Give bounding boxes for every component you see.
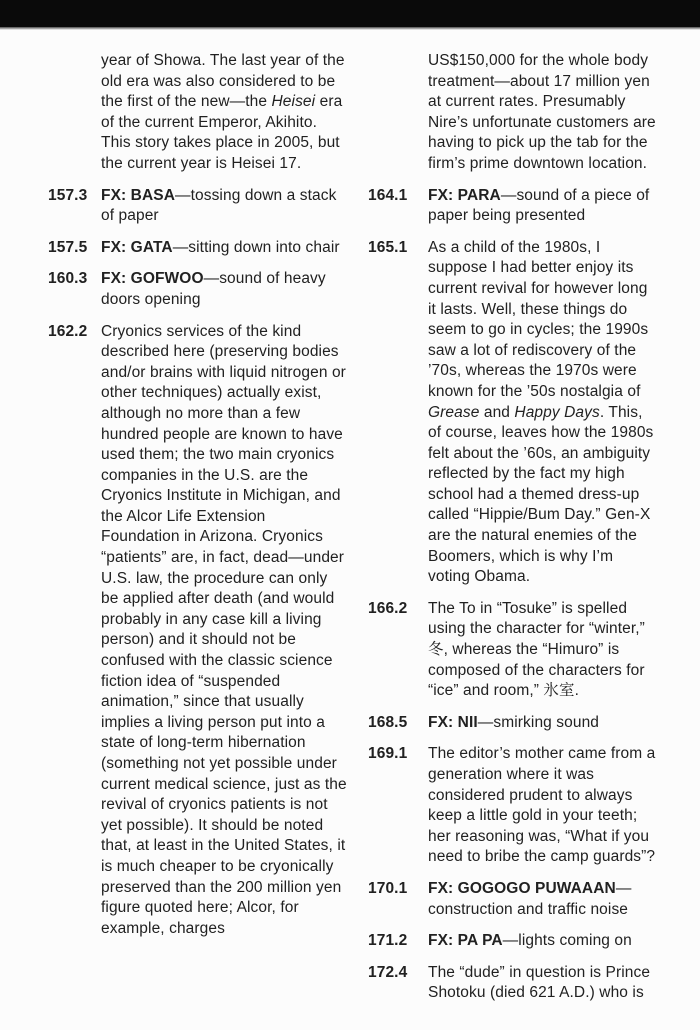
text-segment: FX: GOFWOO [101,270,204,288]
text-segment: —lights coming on [502,932,632,950]
note-text [101,322,347,940]
note-157-5 [48,238,347,259]
note-166-2 [368,599,658,702]
note-text [428,931,658,952]
note-number: 157.3 [48,186,88,204]
note-164-1 [368,186,658,227]
notes-columns [48,51,658,1004]
text-segment: Grease [428,403,480,421]
note-number: 164.1 [368,186,408,204]
text-segment: FX: PARA [428,186,501,204]
text-segment: . This, of course, leaves how the 1980s felt about the ’60s, an ambiguity reflected by the fact my high school had a themed dress-up called “Hippie/Bum Day.” Gen-X are the natural enemies of the Boomers, which is why I’m voting Obama. [428,403,654,586]
text-segment: The “dude” in question is Prince Shotoku (died 621 A.D.) who is [428,963,651,1002]
note-169-1 [368,744,658,868]
text-segment: and [479,403,515,421]
note-number: 166.2 [368,599,408,617]
note-157-3 [48,186,347,227]
text-segment: FX: PA PA [428,932,503,950]
note-number: 172.4 [368,963,408,981]
text-segment: Happy Days [514,403,600,421]
note-168-5 [368,713,658,734]
text-segment: era of the current Emperor, Akihito. This story takes place in 2005, but the current year is Heisei 17. [101,93,343,172]
note-text [428,599,658,702]
note-text [101,51,347,175]
note-text [428,744,658,868]
text-segment: FX: GATA [101,238,173,256]
note-number: 162.2 [48,322,88,340]
note-text [101,186,347,227]
note-number: 160.3 [48,270,88,288]
note-text [428,51,658,175]
note-162-2 [48,322,347,940]
text-segment: —sitting down into chair [172,238,340,256]
text-segment: The editor’s mother came from a generation where it was considered prudent to always keep a little gold in your teeth; her reasoning was, “What if you need to bribe the camp guards”? [428,745,656,866]
text-segment: FX: BASA [101,186,175,204]
note-number: 169.1 [368,745,408,763]
note-text [428,713,658,734]
note-continuation-alcor-fee [368,51,658,175]
note-number: 170.1 [368,879,408,897]
scan-top-bar [0,0,700,27]
text-segment: Cryonics services of the kind described here (preserving bodies and/or brains with liquid nitrogen or other techniques) actually exist, although no more than a few hundred people are known to have used them; the two main cryonics companies in the U.S. are the Cryonics Institute in Michigan, and the Alcor Life Extension Foundation in Arizona. Cryonics “patients” are, in fact, dead—under U.S. law, the procedure can only be applied after death (and would probably in any case kill a living person) and it should not be confused with the classic science fiction idea of “suspended animation,” since that usually implies a living person put into a state of long-term hibernation (something not yet possible under current medical science, just as the revival of cryonics patients is not yet possible). It should be noted that, at least in the United States, it is much cheaper to be cryonically preserved than the 200 million yen figure quoted here; Alcor, for example, charges [101,322,347,937]
text-segment: —tossing down a stack of paper [101,186,337,225]
text-segment: year of Showa. The last year of the old era was also considered to be the first of the new—the [101,52,345,111]
text-segment: As a child of the 1980s, I suppose I had better enjoy its current revival for however long it lasts. Well, these things do seem to go in cycles; the 1990s saw a lot of rediscovery of the ’70s, whereas the 1970s were known for the ’50s nostalgia of [428,238,649,400]
note-170-1 [368,879,658,920]
note-continuation-showa [48,51,347,175]
text-segment: —smirking sound [477,713,600,731]
note-number: 168.5 [368,713,408,731]
note-text [428,879,658,920]
text-segment: —sound of a piece of paper being presented [428,186,650,225]
text-segment: Heisei [271,93,316,111]
note-165-1 [368,238,658,588]
text-segment: The To in “Tosuke” is spelled using the character for “winter,” 冬, whereas the “Himuro” is composed of the characters for “ice” and room,” 氷室. [428,599,645,700]
text-segment: FX: NII [428,713,478,731]
note-number: 171.2 [368,932,408,950]
text-segment: —construction and traffic noise [428,879,632,918]
note-number: 165.1 [368,238,408,256]
note-text [101,238,347,259]
text-segment: —sound of heavy doors opening [101,270,326,308]
right-column [368,51,658,1004]
note-text [428,238,658,588]
text-segment: FX: GOGOGO PUWAAAN [428,879,616,897]
text-segment: US$150,000 for the whole body treatment—about 17 million yen at current rates. Presumably Nire’s unfortunate customers are having to pick up the tab for the firm’s prime downtown location. [428,52,656,172]
note-160-3 [48,269,347,310]
note-171-2 [368,931,658,952]
note-172-4 [368,963,658,1004]
left-column [48,51,347,1004]
note-text [428,963,658,1004]
note-text [428,186,658,227]
note-number: 157.5 [48,238,88,256]
note-text [101,269,347,310]
